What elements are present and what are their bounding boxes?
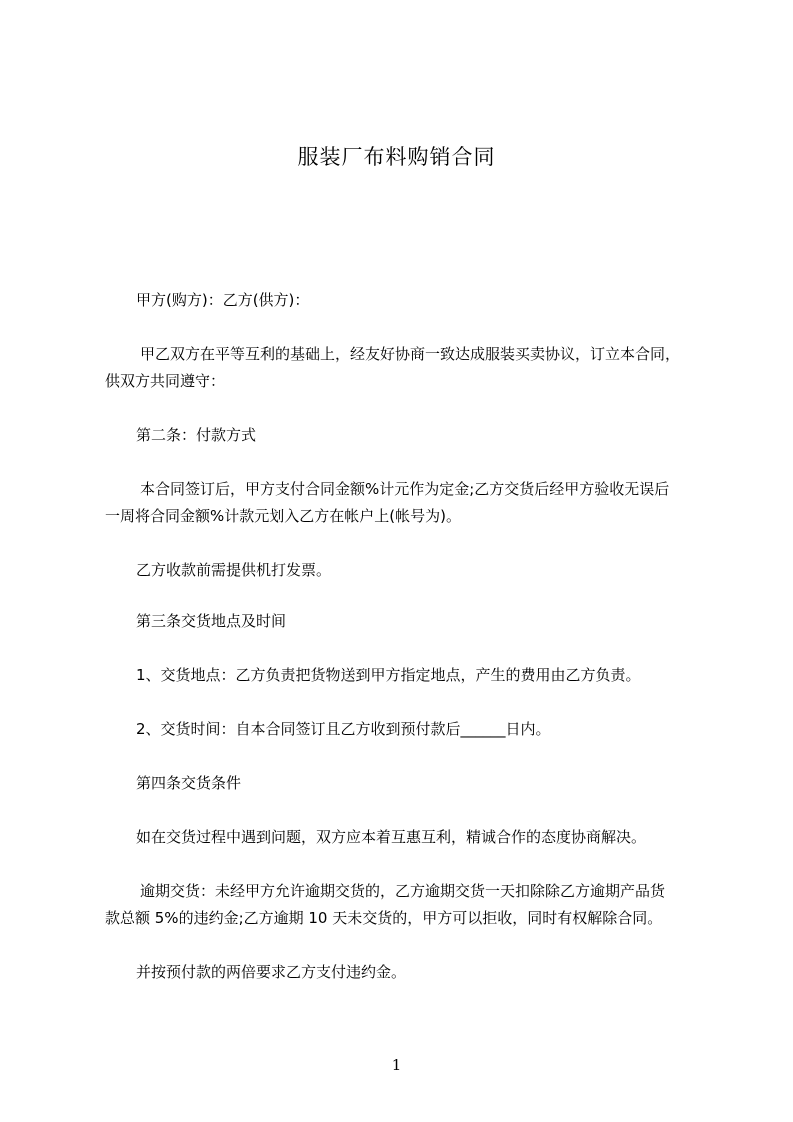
delivery-place-line: 1、交货地点：乙方负责把货物送到甲方指定地点，产生的费用由乙方负责。: [136, 666, 641, 684]
article-2-heading: 第二条：付款方式: [136, 426, 257, 444]
contract-title: 服装厂布料购销合同: [297, 145, 496, 169]
payment-line-1: 本合同签订后，甲方支付合同金额%计元作为定金;乙方交货后经甲方验收无误后: [140, 480, 670, 498]
page-number: 1: [391, 1056, 402, 1074]
delivery-time-line: 2、交货时间：自本合同签订且乙方收到预付款后______日内。: [136, 720, 551, 738]
conditions-line: 如在交货过程中遇到问题，双方应本着互惠互利，精诚合作的态度协商解决。: [136, 828, 647, 846]
invoice-line: 乙方收款前需提供机打发票。: [136, 561, 332, 579]
article-4-heading: 第四条交货条件: [136, 774, 242, 792]
preamble-line-2: 供双方共同遵守：: [105, 372, 226, 390]
late-delivery-line-1: 逾期交货：未经甲方允许逾期交货的，乙方逾期交货一天扣除除乙方逾期产品货: [140, 882, 666, 900]
payment-line-2: 一周将合同金额%计款元划入乙方在帐户上(帐号为)。: [105, 507, 461, 525]
late-delivery-line-2: 款总额 5%的违约金;乙方逾期 10 天未交货的，甲方可以拒收，同时有权解除合同。: [105, 909, 663, 927]
article-3-heading: 第三条交货地点及时间: [136, 612, 287, 630]
preamble-line-1: 甲乙双方在平等互利的基础上，经友好协商一致达成服装买卖协议，订立本合同，: [140, 345, 681, 363]
penalty-line: 并按预付款的两倍要求乙方支付违约金。: [136, 963, 407, 981]
parties-line: 甲方(购方)：乙方(供方)：: [136, 291, 310, 309]
